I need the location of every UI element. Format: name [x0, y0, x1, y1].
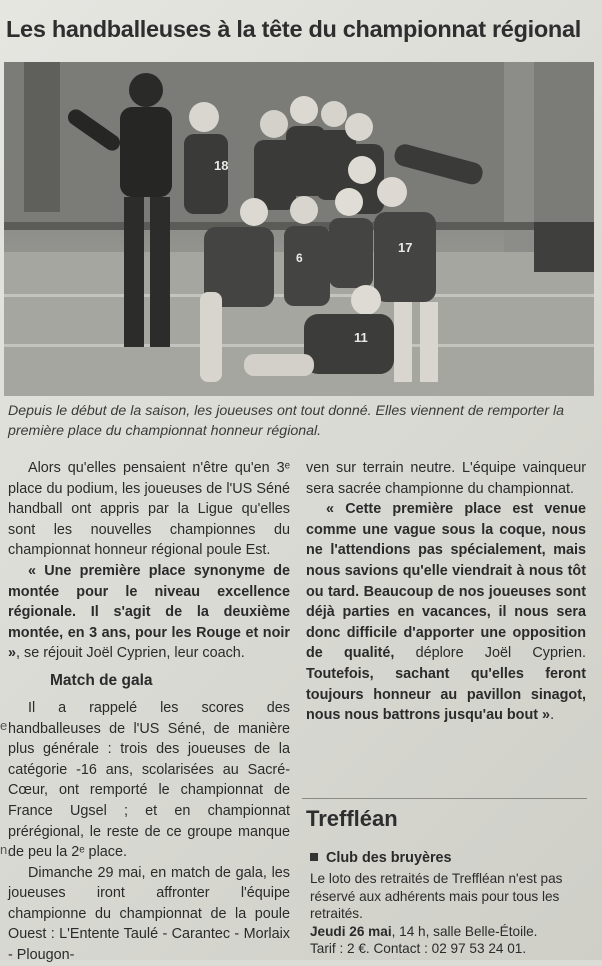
- quote-period: .: [550, 707, 555, 724]
- headline: Les handballeuses à la tête du championnat régional: [6, 16, 581, 42]
- article-column-left: [8, 458, 290, 966]
- photo-caption: Depuis le début de la saison, les joueuses ont tout donné. Elles viennent de remporter la première place du championnat honneur régional.: [8, 403, 565, 439]
- brief-when: [310, 923, 586, 941]
- quote-attribution: , se réjouit Joël Cyprien, leur coach.: [16, 645, 245, 662]
- edge-fragment: n,: [0, 842, 11, 857]
- jersey-number-label: 18: [214, 158, 229, 173]
- paragraph: ven sur terrain neutre. L'équipe vainqueur sera sacrée championne du championnat.: [306, 460, 586, 497]
- bullet-square-icon: [310, 853, 318, 861]
- brief-tarif: Tarif : 2 €. Contact : 02 97 53 24 01.: [310, 941, 527, 956]
- quote-attribution: déplore Joël Cyprien.: [394, 645, 586, 662]
- brief-paragraph: Le loto des retraités de Treffléan n'est pas réservé aux adhérents mais pour tous les retraités.: [310, 871, 563, 921]
- jersey-number-label: 11: [354, 330, 368, 345]
- team-photo-illustration: [4, 62, 594, 396]
- club-name: Club des bruyères: [326, 850, 452, 866]
- paragraph: Alors qu'elles pensaient n'être qu'en 3ᵉ place du podium, les joueuses de l'US Séné handball ont appris par la Ligue qu'elles sont les nouvelles championnes du championnat honneur régional poule Est.: [8, 460, 290, 559]
- article-column-right: [306, 458, 586, 726]
- section-subhead: Match de gala: [50, 671, 153, 689]
- coach-quote-end: Toutefois, sachant qu'elles feront toujours honneur au pavillon sinagot, nous nous battrons jusqu'au bout »: [306, 665, 586, 724]
- coach-quote: « Cette première place est venue comme une vague sous la coque, nous ne l'attendions pas spécialement, mais nous savions qu'elle viendrait à nous tôt ou tard. Beaucoup de nos joueuses sont déjà parties en vacances, il nous sera donc difficile d'apporter une opposition de qualité,: [306, 501, 586, 662]
- edge-fragment: e: [0, 718, 8, 733]
- quote-paragraph: [306, 499, 586, 726]
- jersey-number-label: 6: [296, 251, 303, 265]
- brief-text: [310, 870, 586, 958]
- quote-paragraph: [8, 561, 290, 664]
- brief-date: Jeudi 26 mai: [310, 923, 392, 939]
- town-heading: Treffléan: [306, 806, 398, 831]
- brief-place: , 14 h, salle Belle-Étoile.: [391, 923, 538, 939]
- club-heading: [310, 850, 452, 866]
- jersey-number-label: 17: [398, 240, 413, 255]
- paragraph: Dimanche 29 mai, en match de gala, les joueuses iront affronter l'équipe championne du championnat de la poule Ouest : L'Entente Taulé - Carantec - Morlaix - Plougon-: [8, 864, 290, 964]
- team-photo: [4, 62, 594, 396]
- paragraph: Il a rappelé les scores des handballeuses de l'US Séné, de manière plus générale : trois des joueuses de la catégorie -16 ans, scolarisées au Sacré-Cœur, ont remporté le championnat de France Ugsel ; et en championnat prérégional, le reste de ce groupe manque de peu la 2ᵉ place.: [8, 699, 290, 861]
- coach-quote: « Une première place synonyme de montée pour le niveau excellence régionale. Il s'agit de la deuxième montée, en 3 ans, pour les Rouge et noir »: [8, 562, 290, 662]
- section-divider: [302, 798, 587, 799]
